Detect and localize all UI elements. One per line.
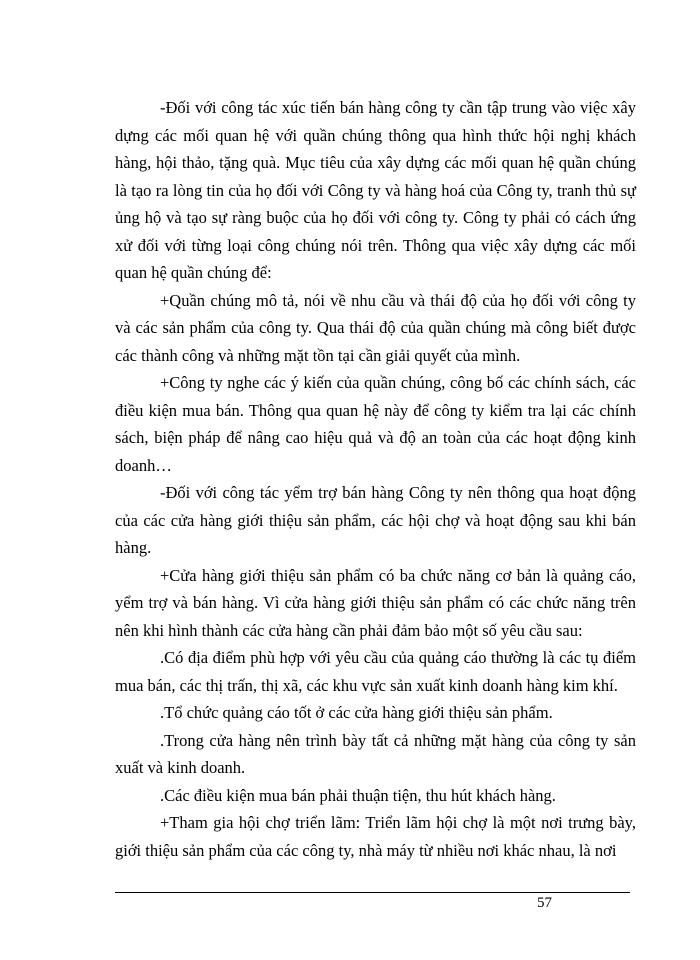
paragraph-public-describe: +Quần chúng mô tả, nói về nhu cầu và thái độ của họ đối với công ty và các sản phẩm của công ty. Qua thái độ của quần chúng mà công biết được các thành công và những mặt tồn tại cần giải quyết của mình. <box>115 290 636 365</box>
page-number: 57 <box>537 895 552 911</box>
paragraph-conditions: .Các điều kiện mua bán phải thuận tiện, thu hút khách hàng. <box>160 785 556 805</box>
paragraph-location: .Có địa điểm phù hợp với yêu cầu của quảng cáo thường là các tụ điểm mua bán, các thị trấn, thị xã, các khu vực sản xuất kinh doanh hàng kim khí. <box>115 648 636 695</box>
paragraph-advertising: .Tổ chức quảng cáo tốt ở các cửa hàng giới thiệu sản phẩm. <box>160 703 553 722</box>
paragraph-trade-fair: +Tham gia hội chợ triển lãm: Triển lãm hội chợ là một nơi trưng bày, giới thiệu sản phẩm của các công ty, nhà máy từ nhiều nơi khác nhau, là nơi <box>115 813 636 860</box>
paragraph-sales-promotion: -Đối với công tác xúc tiến bán hàng công ty cần tập trung vào việc xây dựng các mối quan hệ với quần chúng thông qua hình thức hội nghị khách hàng, hội thảo, tặng quà. Mục tiêu của xây dựng các mối quan hệ quần chúng là tạo ra lòng tin của họ đối với Công ty và hàng hoá của Công ty, tranh thủ sự ủng hộ và tạo sự ràng buộc của họ đối với công ty. Công ty phải có cách ứng xử đối với từng loại công chúng nói trên. Thông qua việc xây dựng các mối quan hệ quần chúng để: <box>115 98 636 282</box>
paragraph-sales-support: -Đối với công tác yểm trợ bán hàng Công ty nên thông qua hoạt động của các cửa hàng giới thiệu sản phẩm, các hội chợ và hoạt động sau khi bán hàng. <box>115 483 636 557</box>
paragraph-company-listen: +Công ty nghe các ý kiến của quần chúng, công bố các chính sách, các điều kiện mua bán. Thông qua quan hệ này để công ty kiểm tra lại các chính sách, biện pháp để nâng cao hiệu quả và độ an toàn của các hoạt động kinh doanh… <box>115 373 636 475</box>
paragraph-showroom: +Cửa hàng giới thiệu sản phẩm có ba chức năng cơ bản là quảng cáo, yểm trợ và bán hàng. Vì cửa hàng giới thiệu sản phẩm có các chức năng trên nên khi hình thành các cửa hàng cần phải đảm bảo một số yêu cầu sau: <box>115 565 636 640</box>
body-text <box>115 94 636 864</box>
footer-divider <box>115 892 630 893</box>
paragraph-display: .Trong cửa hàng nên trình bày tất cả những mặt hàng của công ty sản xuất và kinh doanh. <box>115 730 636 777</box>
